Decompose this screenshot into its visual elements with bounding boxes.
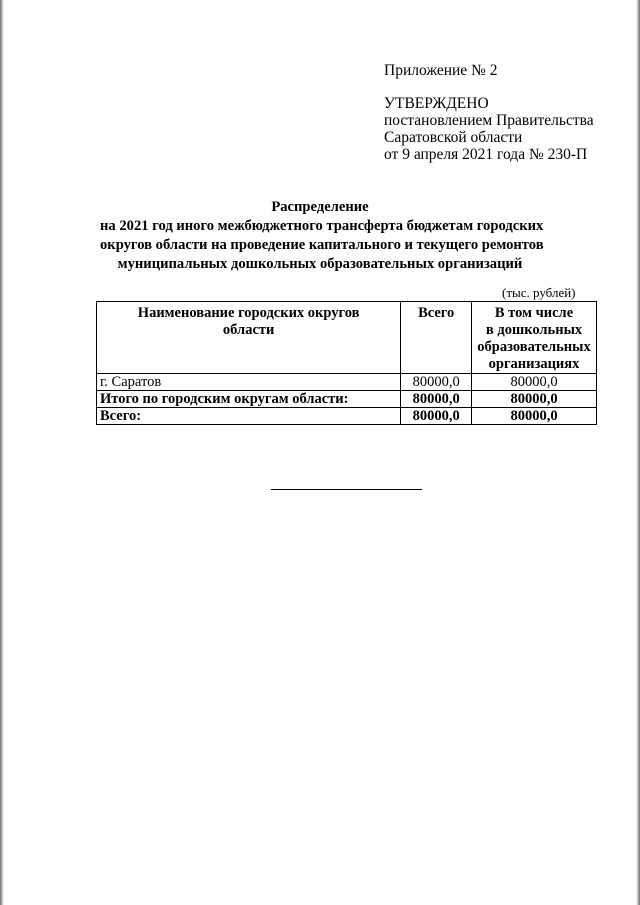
table-row-subtotal: [97, 391, 597, 408]
title-line-3: округов области на проведение капитального и текущего ремонтов: [100, 237, 544, 253]
header-incl-line-2: в дошкольных: [485, 322, 583, 338]
row-name: г. Саратов: [97, 374, 401, 391]
header-incl-line-4: организациях: [488, 356, 580, 372]
title-line-1: Распределение: [271, 199, 369, 215]
scan-edge-right: [636, 0, 640, 905]
distribution-table: [96, 301, 597, 425]
approval-block: [384, 62, 594, 163]
document-title: [100, 198, 544, 274]
scan-edge-left: [0, 0, 4, 905]
table-header-row: [97, 302, 597, 374]
title-line-2: на 2021 год иного межбюджетного трансферта бюджетам городских: [100, 218, 544, 234]
row-including: 80000,0: [472, 408, 597, 425]
closing-separator-line: [271, 489, 422, 490]
row-total: 80000,0: [401, 374, 472, 391]
approval-line-1: постановлением Правительства: [384, 112, 594, 129]
row-total: 80000,0: [401, 408, 472, 425]
title-line-4: муниципальных дошкольных образовательных организаций: [117, 256, 523, 272]
header-incl-line-1: В том числе: [494, 305, 574, 321]
row-including: 80000,0: [472, 391, 597, 408]
row-total: 80000,0: [401, 391, 472, 408]
header-name: [97, 302, 401, 374]
approval-line-2: Саратовской области: [384, 129, 523, 146]
header-including: [472, 302, 597, 374]
row-name: Всего:: [97, 408, 401, 425]
row-including: 80000,0: [472, 374, 597, 391]
header-total-label: Всего: [418, 305, 455, 321]
approved-stamp-text: УТВЕРЖДЕНО: [384, 95, 489, 112]
header-incl-line-3: образовательных: [477, 339, 591, 355]
table-row-grand-total: [97, 408, 597, 425]
header-name-line-2: области: [222, 322, 275, 338]
approval-line-3: от 9 апреля 2021 года № 230-П: [384, 146, 588, 163]
header-total: [401, 302, 472, 374]
header-name-line-1: Наименование городских округов: [137, 305, 360, 321]
table-row: [97, 374, 597, 391]
units-label: (тыс. рублей): [502, 285, 576, 300]
row-name: Итого по городским округам области:: [97, 391, 401, 408]
appendix-number: Приложение № 2: [384, 62, 498, 79]
